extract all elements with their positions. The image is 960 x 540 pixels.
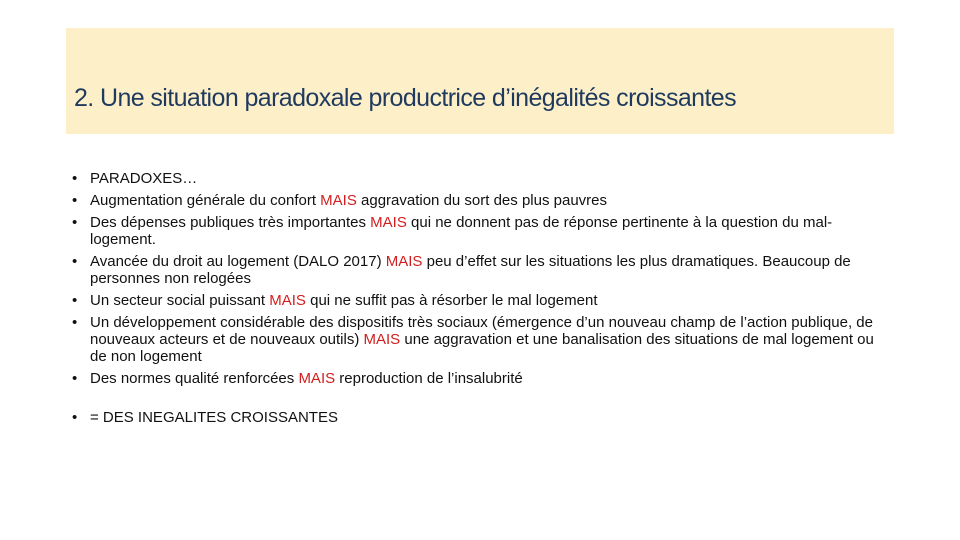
- bullet-text: une aggravation et une banalisation des situations de mal logement ou de non logement: [90, 331, 874, 365]
- bullet-text: Augmentation générale du confort: [90, 192, 321, 209]
- bullet-dot-icon: •: [72, 253, 78, 270]
- bullet-dot-icon: •: [72, 314, 78, 331]
- bullet-item: [72, 253, 892, 287]
- bullet-item: [72, 370, 892, 387]
- bullet-dot-icon: •: [72, 192, 78, 209]
- bullet-text: Avancée du droit au logement (DALO 2017): [90, 253, 386, 270]
- slide-title: 2. Une situation paradoxale productrice d’inégalités croissantes: [74, 84, 737, 112]
- bullet-dot-icon: •: [72, 214, 78, 231]
- mais-emphasis: MAIS: [320, 192, 357, 209]
- bullet-item: [72, 314, 892, 365]
- bullet-text: PARADOXES…: [90, 170, 198, 187]
- bullet-text: reproduction de l’insalubrité: [335, 370, 523, 387]
- bullet-dot-icon: •: [72, 409, 78, 426]
- bullet-text: qui ne suffit pas à résorber le mal logement: [305, 292, 598, 309]
- bullet-text: peu d’effet sur les situations les plus dramatiques. Beaucoup de personnes non relogées: [90, 253, 851, 287]
- bullet-item: [72, 170, 892, 187]
- bullet-text: Des dépenses publiques très importantes: [90, 214, 371, 231]
- mais-emphasis: MAIS: [363, 331, 401, 348]
- bullet-text: Des normes qualité renforcées: [90, 370, 299, 387]
- mais-emphasis: MAIS: [298, 370, 336, 387]
- bullet-item: [72, 192, 892, 209]
- bullet-dot-icon: •: [72, 170, 78, 187]
- mais-emphasis: MAIS: [370, 214, 407, 231]
- bullet-dot-icon: •: [72, 370, 78, 387]
- bullet-dot-icon: •: [72, 292, 78, 309]
- bullet-text: Un développement considérable des dispositifs très sociaux (émergence d’un nouveau champ de l’action publique, de nouveaux acteurs et de nouveaux outils): [90, 314, 873, 348]
- bullet-text: = DES INEGALITES CROISSANTES: [90, 409, 338, 426]
- bullet-item: [72, 214, 892, 248]
- bullet-text: aggravation du sort des plus pauvres: [356, 192, 607, 209]
- mais-emphasis: MAIS: [269, 292, 306, 309]
- bullet-item: [72, 409, 892, 426]
- mais-emphasis: MAIS: [385, 253, 423, 270]
- bullet-item: [72, 292, 892, 309]
- bullet-text: qui ne donnent pas de réponse pertinente à la question du mal-logement.: [90, 214, 833, 248]
- bullet-text: Un secteur social puissant: [90, 292, 270, 309]
- bullet-list: [72, 170, 892, 431]
- title-banner: [66, 28, 894, 134]
